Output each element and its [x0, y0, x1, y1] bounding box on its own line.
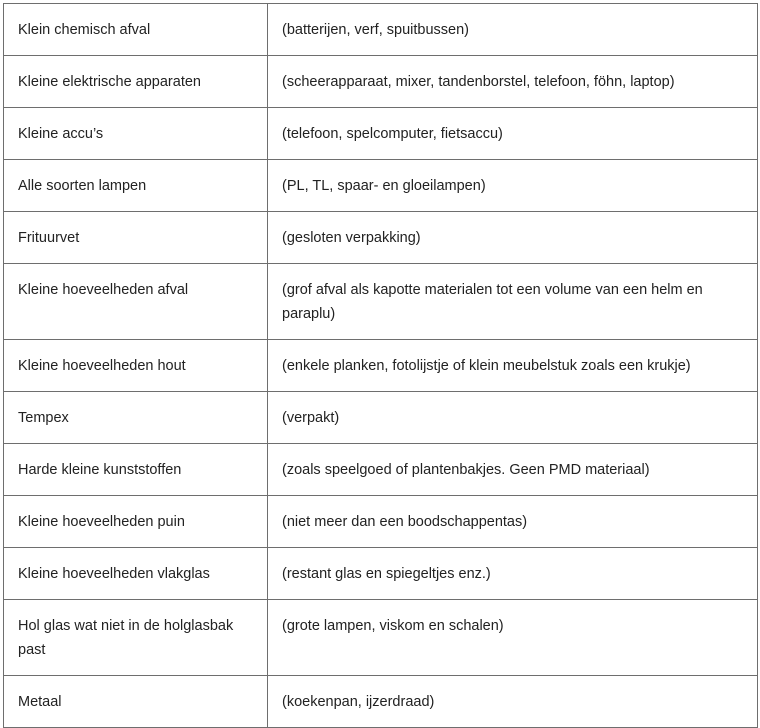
waste-items-table-body: [4, 4, 758, 728]
waste-items-table: [3, 3, 758, 728]
table-row: [4, 600, 758, 676]
waste-item-cell: Kleine hoeveelheden afval: [4, 264, 268, 340]
waste-item-cell: Kleine hoeveelheden hout: [4, 340, 268, 392]
waste-item-cell: Hol glas wat niet in de holglasbak past: [4, 600, 268, 676]
table-row: [4, 444, 758, 496]
table-row: [4, 264, 758, 340]
waste-item-cell: Frituurvet: [4, 212, 268, 264]
waste-item-cell: Kleine accu’s: [4, 108, 268, 160]
waste-item-cell: Alle soorten lampen: [4, 160, 268, 212]
waste-examples-cell: (verpakt): [268, 392, 758, 444]
waste-item-cell: Kleine hoeveelheden puin: [4, 496, 268, 548]
waste-examples-cell: (telefoon, spelcomputer, fietsaccu): [268, 108, 758, 160]
table-row: [4, 160, 758, 212]
table-row: [4, 212, 758, 264]
waste-item-cell: Kleine hoeveelheden vlakglas: [4, 548, 268, 600]
table-row: [4, 56, 758, 108]
waste-examples-cell: (gesloten verpakking): [268, 212, 758, 264]
waste-examples-cell: (scheerapparaat, mixer, tandenborstel, telefoon, föhn, laptop): [268, 56, 758, 108]
waste-item-cell: Tempex: [4, 392, 268, 444]
table-row: [4, 392, 758, 444]
table-row: [4, 676, 758, 728]
table-row: [4, 496, 758, 548]
waste-item-cell: Klein chemisch afval: [4, 4, 268, 56]
waste-examples-cell: (grof afval als kapotte materialen tot een volume van een helm en paraplu): [268, 264, 758, 340]
waste-item-cell: Metaal: [4, 676, 268, 728]
waste-item-cell: Harde kleine kunststoffen: [4, 444, 268, 496]
table-row: [4, 340, 758, 392]
table-row: [4, 548, 758, 600]
waste-examples-cell: (restant glas en spiegeltjes enz.): [268, 548, 758, 600]
waste-examples-cell: (PL, TL, spaar- en gloeilampen): [268, 160, 758, 212]
waste-examples-cell: (enkele planken, fotolijstje of klein meubelstuk zoals een krukje): [268, 340, 758, 392]
table-row: [4, 108, 758, 160]
waste-examples-cell: (zoals speelgoed of plantenbakjes. Geen PMD materiaal): [268, 444, 758, 496]
waste-item-cell: Kleine elektrische apparaten: [4, 56, 268, 108]
table-row: [4, 4, 758, 56]
waste-examples-cell: (batterijen, verf, spuitbussen): [268, 4, 758, 56]
waste-examples-cell: (niet meer dan een boodschappentas): [268, 496, 758, 548]
waste-examples-cell: (koekenpan, ijzerdraad): [268, 676, 758, 728]
waste-examples-cell: (grote lampen, viskom en schalen): [268, 600, 758, 676]
